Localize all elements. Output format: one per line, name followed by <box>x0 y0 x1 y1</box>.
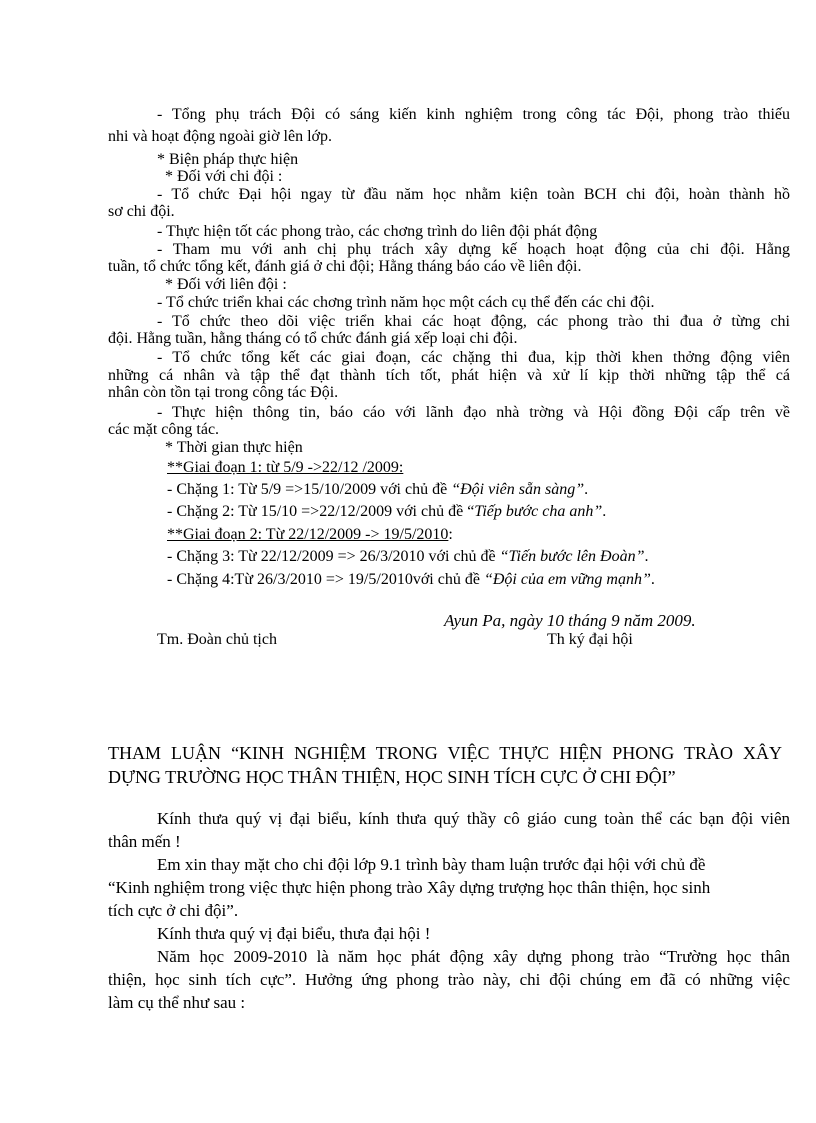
paragraph-line: - Tổ chức Đại hội ngay từ đầu năm học nhằm kiện toàn BCH chi đội, hoàn thành hồ <box>157 186 790 203</box>
stage-line: - Chặng 2: Từ 15/10 =>22/12/2009 với chủ đề “Tiếp bước cha anh”. <box>167 503 607 520</box>
paragraph-line: - Tổ chức triển khai các chơng trình năm học một cách cụ thể đến các chi đội. <box>157 294 655 311</box>
paragraph-line: - Thực hiện thông tin, báo cáo với lãnh đạo nhà trờng và Hội đồng Đội cấp trên về <box>157 404 790 421</box>
stage-line: - Chặng 3: Từ 22/12/2009 => 26/3/2010 với chủ đề “Tiến bước lên Đoàn”. <box>167 548 649 565</box>
paragraph-line: thân mến ! <box>108 832 181 851</box>
stage-line: - Chặng 1: Từ 5/9 =>15/10/2009 với chủ đề “Đội viên sẵn sàng”. <box>167 481 589 498</box>
subsection-heading: * Đối với liên đội : <box>165 276 287 293</box>
paragraph-line: - Thực hiện tốt các phong trào, các chơng trình do liên đội phát động <box>157 223 598 240</box>
document-title: DỰNG TRƯỜNG HỌC THÂN THIỆN, HỌC SINH TÍCH CỰC Ở CHI ĐỘI” <box>108 767 676 787</box>
paragraph-line: những cá nhân và tập thể đạt thành tích tốt, phát hiện và xử lí kịp thời những tập thể cá <box>108 367 790 384</box>
paragraph-line: nhân còn tồn tại trong công tác Đội. <box>108 384 339 401</box>
stage-line: - Chặng 4:Từ 26/3/2010 => 19/5/2010với chủ đề “Đội của em vững mạnh”. <box>167 571 655 588</box>
document-title: THAM LUẬN “KINH NGHIỆM TRONG VIỆC THỰC HIỆN PHONG TRÀO XÂY <box>108 743 782 763</box>
paragraph-line: - Tổ chức theo dõi việc triển khai các hoạt động, các phong trào thi đua ở từng chi <box>157 313 790 330</box>
phase-heading: **Giai đoạn 2: Từ 22/12/2009 -> 19/5/2010: <box>167 526 453 543</box>
paragraph-line: Em xin thay mặt cho chi đội lớp 9.1 trình bày tham luận trước đại hội với chủ đề <box>157 855 706 874</box>
paragraph-line: Năm học 2009-2010 là năm học phát động xây dựng phong trào “Trường học thân <box>157 947 790 966</box>
signature-right: Th ký đại hội <box>547 631 633 648</box>
signature-left: Tm. Đoàn chủ tịch <box>157 631 277 648</box>
phase-heading: **Giai đoạn 1: từ 5/9 ->22/12 /2009: <box>167 459 404 476</box>
paragraph-line: - Tham mu với anh chị phụ trách xây dựng kế hoạch hoạt động của chi đội. Hằng <box>157 241 790 258</box>
section-heading: * Thời gian thực hiện <box>165 439 303 456</box>
section-heading: * Biện pháp thực hiện <box>157 151 299 168</box>
paragraph-line: làm cụ thể như sau : <box>108 993 246 1012</box>
paragraph-line: - Tổ chức tổng kết các giai đoạn, các chặng thi đua, kịp thời khen thởng động viên <box>157 349 790 366</box>
paragraph-line: thiện, học sinh tích cực”. Hưởng ứng phong trào này, chi đội chúng em đã có những việc <box>108 970 790 989</box>
paragraph-line: sơ chi đội. <box>108 203 175 220</box>
paragraph-line: Kính thưa quý vị đại biểu, thưa đại hội ! <box>157 924 431 943</box>
paragraph-line: các mặt công tác. <box>108 421 220 438</box>
paragraph-line: đội. Hằng tuần, hằng tháng có tổ chức đánh giá xếp loại chi đội. <box>108 330 518 347</box>
paragraph-line: tuần, tổ chức tổng kết, đánh giá ở chi đội; Hằng tháng báo cáo về liên đội. <box>108 258 582 275</box>
paragraph-line: - Tổng phụ trách Đội có sáng kiến kinh nghiệm trong công tác Đội, phong trào thiếu <box>157 106 790 123</box>
date-line: Ayun Pa, ngày 10 tháng 9 năm 2009. <box>444 611 696 630</box>
paragraph-line: nhi và hoạt động ngoài giờ lên lớp. <box>108 128 332 145</box>
subsection-heading: * Đối với chi đội : <box>165 168 283 185</box>
paragraph-line: “Kinh nghiệm trong việc thực hiện phong trào Xây dựng trượng học thân thiện, học sinh <box>108 878 711 897</box>
paragraph-line: Kính thưa quý vị đại biểu, kính thưa quý thầy cô giáo cung toàn thể các bạn đội viên <box>157 809 790 828</box>
paragraph-line: tích cực ở chi đội”. <box>108 901 239 920</box>
